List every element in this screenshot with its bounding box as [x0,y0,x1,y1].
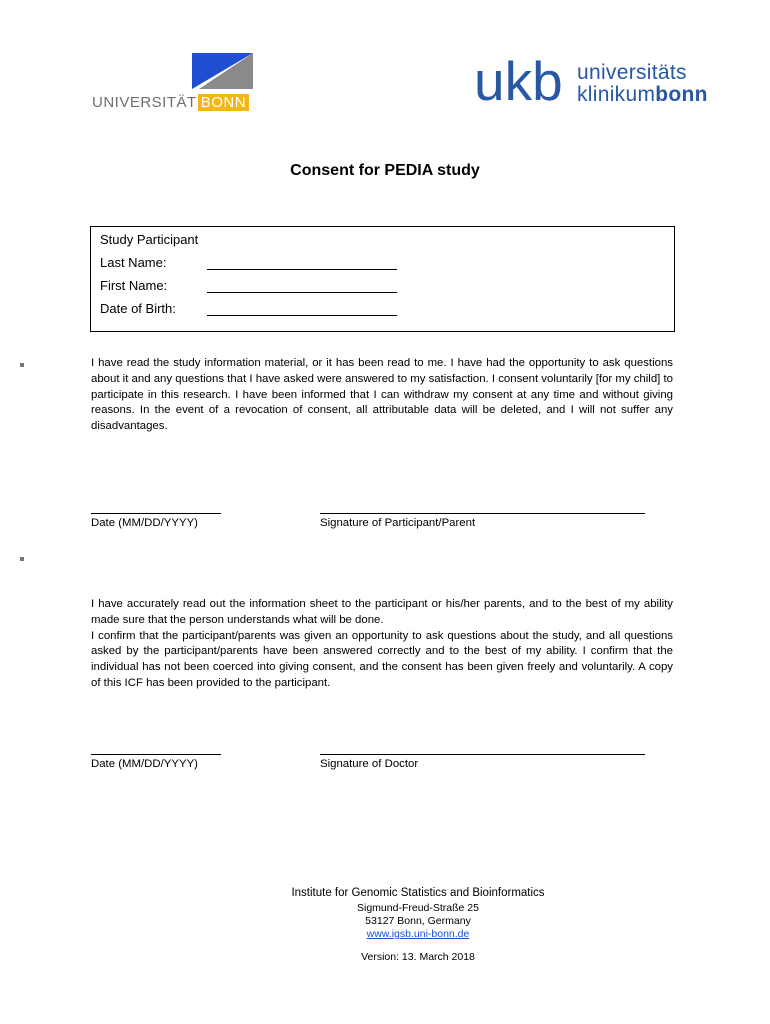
ukb-logo-mark [474,54,570,106]
ukb-logo-text: universitäts klinikumbonn [577,61,708,106]
first-name-field[interactable] [207,292,397,293]
bullet-marker [20,557,24,561]
participant-signature-label: Signature of Participant/Parent [320,517,476,529]
doctor-signature-line[interactable] [320,754,645,755]
participant-signature-line[interactable] [320,513,645,514]
date-of-birth-label: Date of Birth: [100,301,176,316]
date-of-birth-field[interactable] [207,315,397,316]
document-title: Consent for PEDIA study [290,162,480,179]
consent-statement: I have read the study information material, or it has been read to me. I have had the opportunity to ask questions about it and any questions that I have asked were answered to my satisfaction. I consent voluntarily [for my child] to participate in this research. I have been informed that I can withdraw my consent at any time and without giving reasons. In the event of a revocation of consent, all attributable data will be deleted, and I will not suffer any disadvantages. [91,357,673,433]
doctor-date-line[interactable] [91,754,221,755]
university-bonn-wordmark: UNIVERSITÄT BONN [92,94,249,111]
doctor-date-label: Date (MM/DD/YYYY) [91,758,198,770]
bullet-marker [20,363,24,367]
footer-website-link[interactable]: www.igsb.uni-bonn.de [366,928,470,940]
footer-city: 53127 Bonn, Germany [365,915,471,927]
last-name-field[interactable] [207,269,397,270]
svg-text:ukb: ukb [474,54,563,106]
last-name-label: Last Name: [100,255,167,270]
participant-date-label: Date (MM/DD/YYYY) [91,517,198,529]
participant-heading: Study Participant [100,232,199,247]
doctor-signature-label: Signature of Doctor [320,758,419,770]
participant-date-line[interactable] [91,513,221,514]
footer-version: Version: 13. March 2018 [361,951,475,963]
doctor-statement: I have accurately read out the information sheet to the participant or his/her parents, and to the best of my ability made sure that the person understands what will be done. I confirm that the participant/parents was given an opportunity to ask questions about the study, and all questions asked by the participant/parents have been answered correctly and to the best of my ability. I confirm that the individual has not been coerced into giving consent, and the consent has been given freely and voluntarily. A copy of this ICF has been provided to the participant. [91,598,673,689]
footer-institute: Institute for Genomic Statistics and Bioinformatics [291,887,545,899]
study-participant-box [90,226,675,332]
footer-street: Sigmund-Freud-Straße 25 [357,902,479,914]
first-name-label: First Name: [100,278,168,293]
